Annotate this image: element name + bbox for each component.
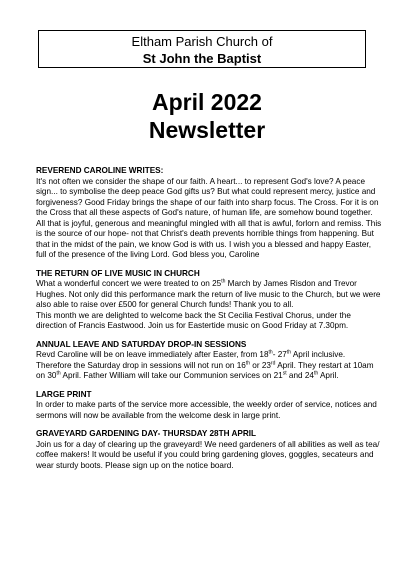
newsletter-content bbox=[36, 166, 382, 479]
section-heading: REVEREND CAROLINE WRITES: bbox=[36, 166, 164, 175]
newsletter-title bbox=[0, 88, 414, 144]
text-run: April. They restart at 10am on 30 bbox=[36, 360, 374, 380]
title-line2: Newsletter bbox=[148, 117, 266, 143]
text-run: What a wonderful concert we were treated to on 25 bbox=[36, 279, 222, 288]
text-run: April. Father William will take our Communion services on 21 bbox=[60, 371, 283, 380]
ordinal-suffix: th bbox=[221, 278, 226, 285]
section-graveyard-gardening bbox=[36, 429, 382, 471]
section-body: This month we are delighted to welcome back the St Cecilia Festival Chorus, under the direction of Francis Eastwood. Join us for Eastertide music on Good Friday at 7.30pm. bbox=[36, 310, 351, 330]
church-name-line1: Eltham Parish Church of bbox=[131, 34, 273, 49]
ordinal-suffix: st bbox=[282, 370, 287, 377]
section-large-print bbox=[36, 390, 382, 422]
ordinal-suffix: th bbox=[313, 370, 319, 377]
ordinal-suffix: th bbox=[245, 359, 250, 366]
section-live-music bbox=[36, 269, 382, 332]
section-body: In order to make parts of the service more accessible, the weekly order of service, notices and sermons will now be available from the welcome desk in large print. bbox=[36, 400, 377, 420]
text-run: and 24 bbox=[286, 371, 314, 380]
section-heading: GRAVEYARD GARDENING DAY- THURSDAY 28TH APRIL bbox=[36, 429, 257, 438]
section-body bbox=[36, 350, 382, 382]
church-name-line2: St John the Baptist bbox=[142, 51, 262, 66]
section-body bbox=[36, 279, 382, 311]
section-heading: LARGE PRINT bbox=[36, 389, 92, 399]
section-caroline bbox=[36, 166, 382, 261]
section-heading: THE RETURN OF LIVE MUSIC IN CHURCH bbox=[36, 268, 200, 278]
section-body: Join us for a day of clearing up the graveyard! We need gardeners of all abilities as well as tea/ coffee makers! It would be useful if you could bring gardening gloves, goggles, secateurs and wear sturdy boots. Please sign up on the notice board. bbox=[36, 439, 380, 470]
text-run: Revd Caroline will be on leave immediately after Easter, from 18 bbox=[36, 350, 269, 359]
church-header-box bbox=[38, 30, 366, 68]
section-body: It's not often we consider the shape of our faith. A heart... to represent God's love? A peace sign... to symbolise the deep peace God gifts us? But what could represent mercy, justice and forgiveness? Good Friday brings the shape of our faith into sharp focus. The Cross. For it is on the Cross that all these aspects of God's nature, of human life, are somehow bound together. All that is joyful, generous and meaningful mingled with all that is awful, forlorn and remiss. This is the source of our hope- not that Christ's death prevents horrible things from happening. But that in the midst of the pain, we know God is with us. I wish you a blessed and happy Easter, full of the presence of the living Lord. God bless you, Caroline bbox=[36, 176, 382, 259]
section-annual-leave bbox=[36, 340, 382, 382]
section-heading: ANNUAL LEAVE AND SATURDAY DROP-IN SESSIONS bbox=[36, 339, 247, 349]
title-line1: April 2022 bbox=[152, 89, 262, 115]
ordinal-suffix: th bbox=[268, 349, 273, 356]
text-run: March by James Risdon and Trevor Hughes. Not only did this performance mark the return of live music to the Church, but we were also able to raise over £500 for general Church funds! Thank you to all. bbox=[36, 279, 381, 309]
text-run: - 27 bbox=[272, 350, 287, 359]
ordinal-suffix: th bbox=[56, 370, 61, 377]
text-run: or 23 bbox=[249, 360, 271, 370]
text-run: April. bbox=[318, 371, 339, 380]
ordinal-suffix: rd bbox=[270, 359, 276, 366]
text-run: April inclusive. Therefore the Saturday drop in sessions will not run on 16 bbox=[36, 350, 346, 370]
ordinal-suffix: th bbox=[286, 349, 291, 356]
